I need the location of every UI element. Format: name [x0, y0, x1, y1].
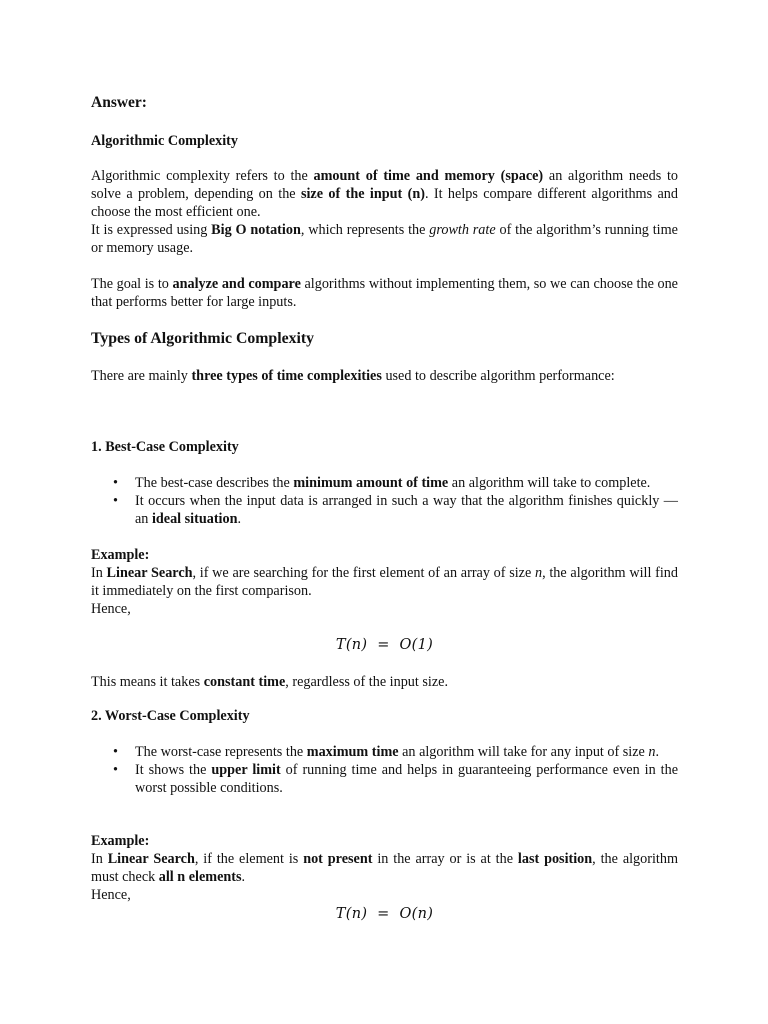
intro-paragraph-goal — [91, 275, 678, 311]
bullet-icon: • — [113, 475, 118, 491]
text-run: , if we are searching for the first element of an array of size — [192, 565, 535, 581]
text-run: The worst-case represents the — [135, 744, 307, 760]
worst-case-hence: Hence, — [91, 887, 131, 903]
text-run: . — [237, 511, 242, 527]
intro-paragraph-definition — [91, 167, 678, 221]
text-run: , the algorithm will find it immediately on the first comparison. — [91, 565, 678, 599]
bold-run: three types of time complexities — [191, 368, 382, 384]
best-case-hence: Hence, — [91, 601, 131, 617]
italic-run: n — [648, 744, 656, 760]
bold-run: Linear Search — [107, 851, 195, 867]
best-case-explanation — [91, 673, 678, 691]
text-run: The best-case describes the — [135, 475, 294, 491]
text-run: , regardless of the input size. — [285, 674, 448, 690]
text-run: used to describe algorithm performance: — [381, 368, 615, 384]
bold-run: upper limit — [211, 762, 281, 778]
text-run: Algorithmic complexity refers to the — [91, 168, 314, 184]
best-case-example-label: Example: — [91, 547, 150, 563]
text-run: It occurs when the input data is arranged in such a way that the algorithm finishes quickly — an — [135, 493, 678, 527]
text-run: . It helps compare different algorithms and choose the most efficient one. — [91, 186, 678, 220]
best-case-bullet-list — [91, 474, 678, 528]
text-run: . — [241, 869, 246, 885]
text-run: algorithms without implementing them, so we can choose the one that performs better for large inputs. — [91, 276, 678, 310]
bold-run: constant time — [203, 674, 286, 690]
text-run: , which represents the — [300, 222, 430, 238]
formula-lhs: T(n) — [335, 906, 368, 922]
text-run: In — [91, 851, 108, 867]
text-run: There are mainly — [91, 368, 192, 384]
text-run: This means it takes — [91, 674, 204, 690]
bold-run: last position — [517, 851, 593, 867]
text-run: . — [655, 744, 660, 760]
bold-run: Big O notation — [211, 222, 301, 238]
answer-heading: Answer: — [91, 94, 147, 111]
section-title-algorithmic-complexity: Algorithmic Complexity — [91, 133, 238, 149]
bullet-icon: • — [113, 744, 118, 760]
section-title-types: Types of Algorithmic Complexity — [91, 330, 315, 347]
italic-run: growth rate — [429, 222, 496, 238]
text-run: of the algorithm’s running time or memory usage. — [91, 222, 678, 256]
worst-case-formula — [91, 905, 678, 923]
bold-run: amount of time and memory (space) — [313, 168, 544, 184]
worst-case-bullet-list — [91, 743, 678, 797]
list-item — [91, 474, 678, 492]
formula-rhs: O(1) — [399, 637, 434, 653]
text-run: an algorithm will take for any input of size — [398, 744, 649, 760]
list-item — [91, 743, 678, 761]
text-run: an algorithm needs to solve a problem, depending on the — [91, 168, 678, 202]
best-case-formula — [91, 636, 678, 654]
formula-rhs: O(n) — [399, 906, 434, 922]
text-run: The goal is to — [91, 276, 173, 292]
text-run: It is expressed using — [91, 222, 212, 238]
formula-lhs: T(n) — [335, 637, 368, 653]
formula-equals: = — [377, 906, 390, 922]
text-run: in the array or is at the — [372, 851, 518, 867]
best-case-example-text — [91, 564, 678, 600]
bold-run: Linear Search — [106, 565, 193, 581]
bold-run: analyze and compare — [172, 276, 301, 292]
bold-run: not present — [303, 851, 373, 867]
text-run: , the algorithm must check — [91, 851, 678, 885]
text-run: an algorithm will take to complete. — [448, 475, 651, 491]
bullet-icon: • — [113, 493, 118, 509]
text-run: It shows the — [135, 762, 212, 778]
formula-equals: = — [377, 637, 390, 653]
bold-run: size of the input (n) — [300, 186, 425, 202]
types-paragraph — [91, 367, 678, 385]
best-case-heading: 1. Best-Case Complexity — [91, 439, 239, 455]
intro-paragraph-big-o — [91, 221, 678, 257]
worst-case-example-text — [91, 850, 678, 886]
text-run: of running time and helps in guaranteeing performance even in the worst possible conditions. — [135, 762, 678, 796]
worst-case-example-label: Example: — [91, 833, 150, 849]
italic-run: n — [535, 565, 543, 581]
bold-run: all n elements — [158, 869, 242, 885]
list-item — [91, 761, 678, 797]
text-run: In — [91, 565, 107, 581]
text-run: , if the element is — [194, 851, 304, 867]
bold-run: ideal situation — [151, 511, 238, 527]
list-item — [91, 492, 678, 528]
worst-case-heading: 2. Worst-Case Complexity — [91, 708, 250, 724]
bullet-icon: • — [113, 762, 118, 778]
bold-run: maximum time — [306, 744, 399, 760]
bold-run: minimum amount of time — [293, 475, 449, 491]
